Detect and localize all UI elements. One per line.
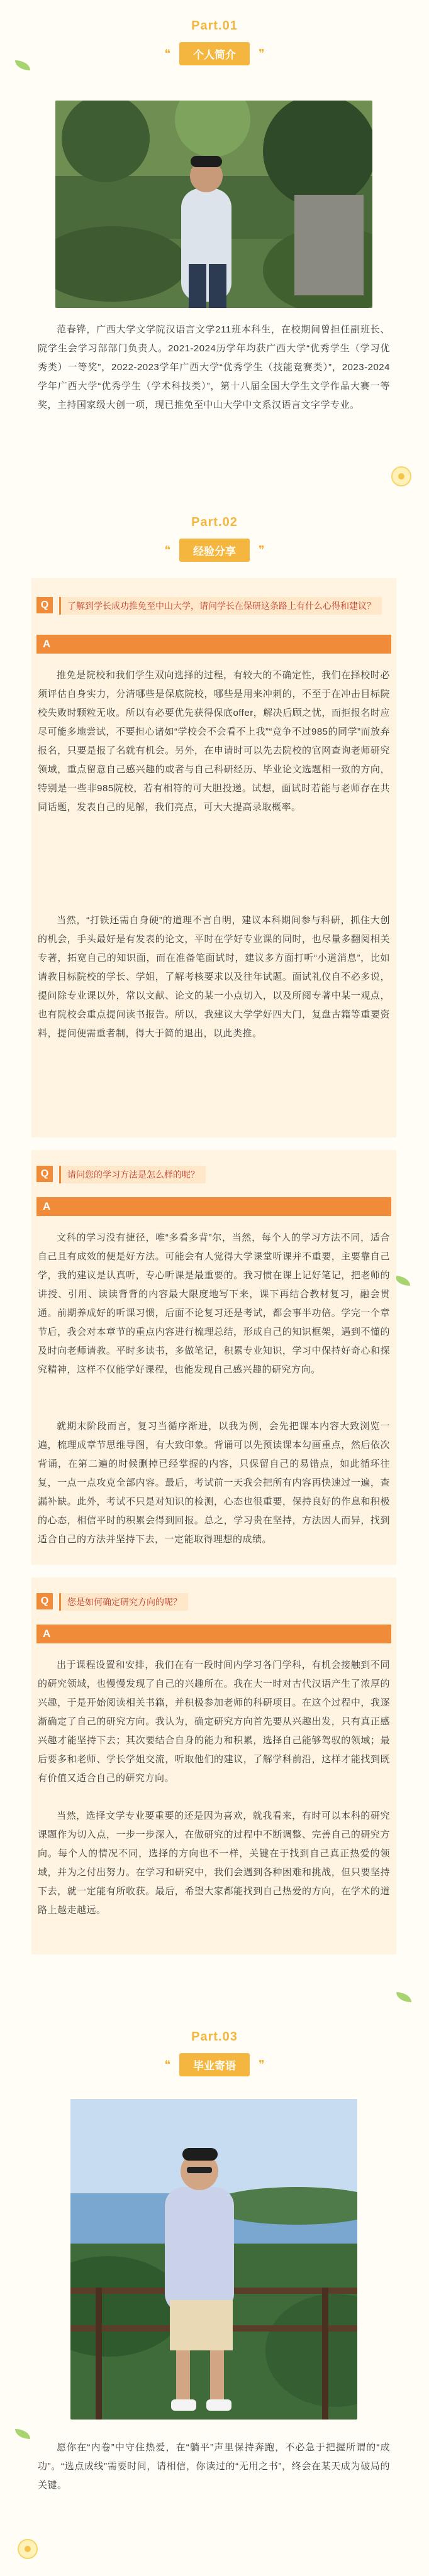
answer-1-paragraph-2: 当然，“打铁还需自身硬”的道理不言自明，建议本科期间参与科研，抓住大创的机会，手头最好是有发表的论文，平时在学好专业课的同时，也尽量多翻阅相关专著，拓宽自己的知识面，而在准备笔面试时，建议多方面打听“小道消息”，比如请教目标院校的学长、学姐，了解考核要求以及往年试题。面试礼仪自不必多说，提问除专业课以外，常以文献、论文的某一小点切入，以及所阅专著中某一观点，也有院校会重点提问读书报告。所以，我建议大学学好四大门，复盘古籍等重要资料，提问便需重者制，得大于简的退出，以此类推。 (38, 915, 390, 1039)
question-tag: Q (36, 597, 53, 613)
section-title: 经验分享 (179, 539, 250, 562)
portrait-photo (55, 101, 372, 308)
answer-bar: A (36, 1625, 391, 1643)
section-2-header (0, 515, 429, 562)
section-title: 个人简介 (179, 42, 250, 65)
section-title: 毕业寄语 (179, 2053, 250, 2076)
part-number: Part.01 (191, 19, 238, 33)
flower-dot-icon (18, 2539, 38, 2559)
question-2 (36, 1166, 206, 1183)
qa-card-1 (31, 578, 396, 1137)
question-3 (36, 1593, 188, 1611)
question-text: 了解到学长成功推免至中山大学，请问学长在保研这条路上有什么心得和建议？ (59, 597, 382, 615)
answer-3-paragraph-1: 出于课程设置和安排，我们在有一段时间内学习各门学科，有机会接触到不同的研究领域，也慢慢发现了自己的兴趣所在。我在大一时对古代汉语产生了浓厚的兴趣，于是开始阅读相关书籍，并积极参加老师的科研项目。在这个过程中，我逐渐确定了自己的研究方向。我认为，确定研究方向首先要从兴趣出发，只有真正感兴趣才能坚持下去；其次要结合自身的能力和积累，选择自己能够驾驭的领域；最后要多和老师、学长学姐交流，听取他们的建议，了解学科前沿，这样才能找到既有价值又适合自己的研究方向。 (38, 1660, 390, 1784)
question-text: 请问您的学习方法是怎么样的呢？ (59, 1166, 206, 1183)
leaf-icon (15, 2429, 30, 2439)
graduation-photo (70, 2099, 357, 2420)
answer-bar: A (36, 1197, 391, 1216)
question-1 (36, 597, 382, 615)
answer-2-paragraph-2: 就期末阶段而言，复习当循序渐进，以我为例，会先把课本内容大致浏览一遍，梳理成章节思维导图，有大致印象。背诵可以先预读课本勾画重点，然后依次背诵，在第二遍的时候删掉已经掌握的内容，只保留自己的易错点，如此循环往复，一点一点攻克全部内容。最后，考试前一天我会把所有内容再快速过一遍，查漏补缺。此外，考试不只是对知识的检测，心态也很重要，保持良好的作息和积极的心态，相信平时的积累会得到回报。总之，学习贵在坚持，方法因人而异，找到适合自己的方法并坚持下去，一定能取得理想的成绩。 (38, 1421, 390, 1545)
leaf-icon (396, 1992, 411, 2002)
answer-3-paragraph-2: 当然，选择文学专业要重要的还是因为喜欢，就我看来，有时可以本科的研究课题作为切入点，一步一步深入，在做研究的过程中不断调整、完善自己的研究方向。每个人的情况不同，选择的方向也不一样，关键在于找到自己真正热爱的领域，并为之付出努力。在学习和研究中，我们会遇到各种困难和挑战，但只要坚持下去，就一定能有所收获。最后，希望大家都能找到自己热爱的方向，在学术的道路上越走越远。 (38, 1811, 390, 1916)
left-quote-icon: ❝ (164, 544, 170, 556)
question-tag: Q (36, 1166, 53, 1182)
question-tag: Q (36, 1593, 53, 1609)
part-number: Part.02 (191, 515, 238, 529)
bio-paragraph: 范春铧，广西大学文学院汉语言文学211班本科生，在校期间曾担任副班长、院学生会学习部部门负责人。2021-2024历学年均获广西大学“优秀学生（学习优秀类）一等奖”，2022-2023学年广西大学“优秀学生（技能竞赛类）”，2023-2024学年广西大学“优秀学生（学术科技类）”，第十八届全国大学生文学作品大赛一等奖，主持国家级大创一项，现已推免至中山大学中文系汉语言文字学专业。 (38, 324, 390, 410)
question-text: 您是如何确定研究方向的呢？ (59, 1593, 188, 1611)
leaf-icon (395, 1276, 410, 1286)
right-quote-icon: ❞ (259, 544, 265, 556)
graduation-message: 愿你在“内卷”中守住热爱，在“躺平”声里保持奔跑，不必急于把握所谓的“成功”。“选点成线”需要时间，请相信，你读过的“无用之书”，终会在某天成为破局的关键。 (38, 2442, 390, 2491)
right-quote-icon: ❞ (259, 47, 265, 60)
left-quote-icon: ❝ (164, 47, 170, 60)
left-quote-icon: ❝ (164, 2058, 170, 2071)
part-number: Part.03 (191, 2030, 238, 2044)
answer-bar: A (36, 635, 391, 654)
section-3-header (0, 2030, 429, 2076)
right-quote-icon: ❞ (259, 2058, 265, 2071)
answer-2-paragraph-1: 文科的学习没有捷径，唯“多看多背”尔，当然，每个人的学习方法不同，适合自己且有成效的便是好方法。可能会有人觉得大学课堂听课并不重要，主要靠自己学，我的建议是认真听，专心听课是最重要的。我习惯在课上记好笔记，把老师的讲授、引用、读读背背的内容最大限度地写下来，课下再结合教材复习，融会贯通。前期养成好的听课习惯，后面不论复习还是考试，都会事半功倍。学完一个章节后，我会对本章节的重点内容进行梳理总结，形成自己的知识框架，遇到不懂的及时向老师请教。平时多读书，多做笔记，积累专业知识，学习中保持好奇心和探究精神，这样不仅能学好课程，也能发现自己感兴趣的研究方向。 (38, 1232, 390, 1375)
flower-dot-icon (391, 466, 411, 486)
answer-1-paragraph-1: 推免是院校和我们学生双向选择的过程，有较大的不确定性，我们在择校时必须评估自身实力，分清哪些是保底院校，哪些是用来冲刺的，不至于在冲击目标院校失败时颗粒无收。所以有必要优先获得保底offer，解决后顾之忧，而拒报名时应尽可能多地尝试，不要担心诸如“学校会不会看不上我”“竞争不过985的同学”而放弃报名，只要是报了名就有机会。另外，在申请时可以先去院校的官网查询老师研究领域，重点留意自己感兴趣的或者与自己科研经历、毕业论文选题相一致的方向，特别是一些非985院校，若有相符的可大胆投递。试想，面试时若能与老师存在共同话题，发表自己的见解，我们亮点，可大大提高录取概率。 (38, 670, 391, 813)
section-1-header (0, 19, 429, 65)
